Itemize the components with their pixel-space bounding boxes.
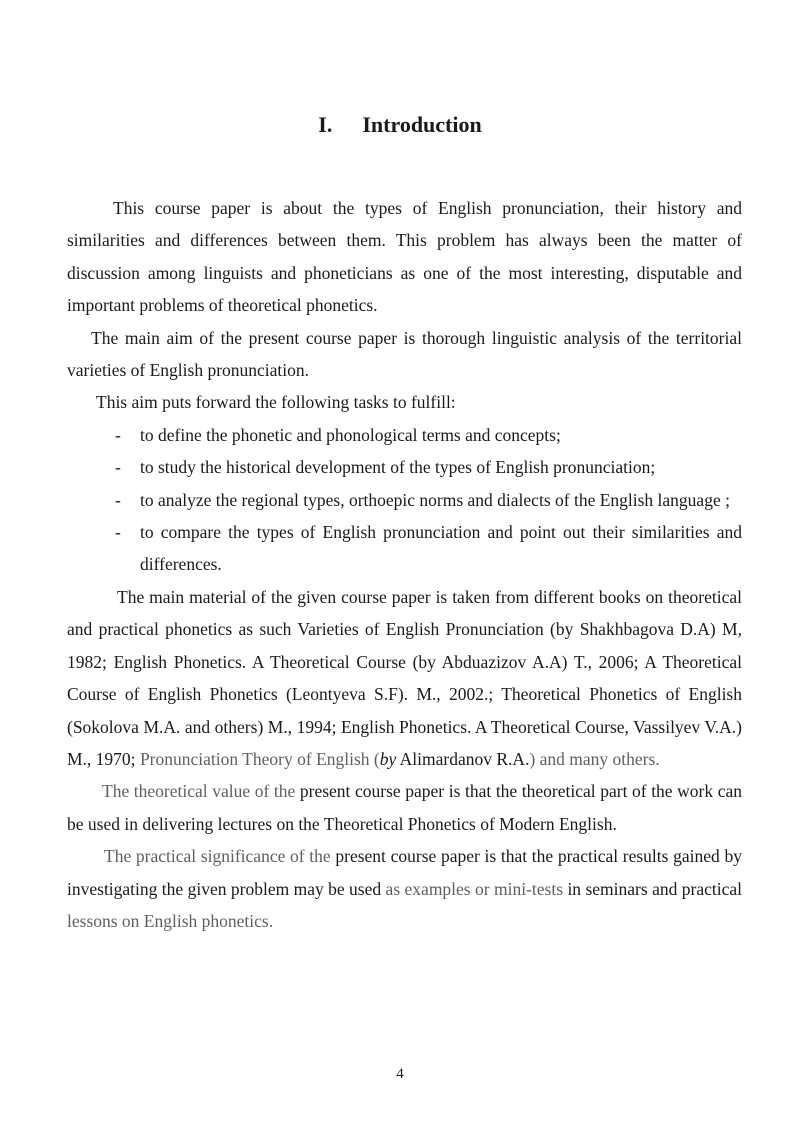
theoretical-gray: The theoretical value of the [102,781,296,802]
material-gray-end: ) and many others. [529,748,660,769]
practical-mid: present course paper is that the practical results gained by investigating the given problem may be used [67,846,742,899]
list-dash: - [115,489,121,510]
paragraph-material [67,581,742,775]
practical-gray-3: lessons on English phonetics. [67,910,274,931]
paragraph-aim: The main aim of the present course paper is thorough linguistic analysis of the territorial varieties of English pronunciation. [67,327,742,381]
practical-gray-2: as examples or mini-tests [385,878,564,899]
list-dash: - [115,457,121,478]
section-number: I. [318,112,333,137]
practical-mid-2: in seminars and practical [567,878,742,899]
practical-gray-1: The practical significance of the [104,846,331,867]
task-item [67,516,742,581]
list-dash: - [115,424,121,445]
material-sources: The main material of the given course paper is taken from different books on theoretical and practical phonetics as such Varieties of English Pronunciation (by Shakhbagova D.A) M, 1982; English Phonetics. A Theoretical Course (by Abduazizov A.A) T., 2006; A Theoretical Course of English Phonetics (Leontyeva S.F). M., 2002.; Theoretical Phonetics of English (Sokolova M.A. and others) M., 1994; English Phonetics. A Theoretical Course, Vassilyev V.A.) M., 1970; [67,586,742,769]
paragraph-theoretical-value [67,775,742,840]
paragraph-topic: This course paper is about the types of English pronunciation, their history and similarities and differences between them. This problem has always been the matter of discussion among linguists and phoneticians as one of the most interesting, disputable and important problems of theoretical phonetics. [67,198,742,316]
paragraph-tasks-intro: This aim puts forward the following tasks to fulfill: [96,392,456,413]
task-text: to study the historical development of the types of English pronunciation; [140,457,656,478]
paragraph-practical-significance [67,840,742,937]
task-text: to compare the types of English pronunciation and point out their similarities and differences. [140,522,742,575]
theoretical-rest: present course paper is that the theoretical part of the work can be used in delivering lectures on the Theoretical Phonetics of Modern English. [67,781,743,834]
section-title: Introduction [362,112,482,137]
page-number: 4 [396,1066,404,1082]
task-item [67,484,742,516]
material-by: by [379,748,397,769]
body-text [67,192,742,937]
task-item [67,419,742,451]
task-text: to define the phonetic and phonological terms and concepts; [140,424,561,445]
material-author: Alimardanov R.A. [399,748,530,769]
task-item [67,451,742,483]
section-heading [0,112,800,138]
task-text: to analyze the regional types, orthoepic norms and dialects of the English language ; [140,489,730,510]
material-gray-start: Pronunciation Theory of English ( [139,748,380,769]
task-list [67,419,742,581]
list-dash: - [115,522,121,543]
